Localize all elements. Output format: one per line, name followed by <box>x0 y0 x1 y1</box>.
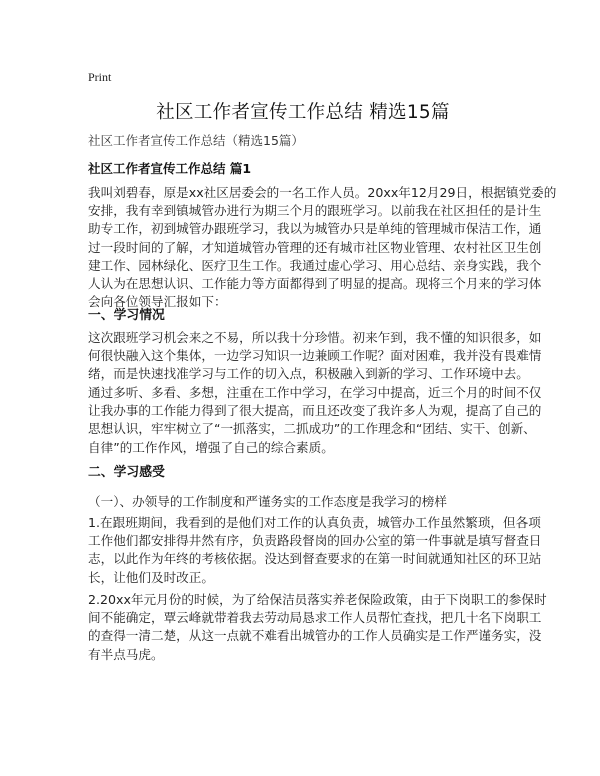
heading-learning-status: 一、学习情况 <box>88 308 165 323</box>
text-line: 长，让他们及时改正。 <box>88 569 214 585</box>
text-line: 绪，而是快速找准学习与工作的切入点，积极融入到新的学习、工作环境中去。 <box>88 366 529 382</box>
text-line: 有半点马虎。 <box>88 646 164 662</box>
intro-paragraph <box>88 184 557 311</box>
subheading-1: （一）、办领导的工作制度和严谨务实的工作态度是我学习的榜样 <box>88 494 447 509</box>
text-line: 安排，我有幸到镇城管办进行为期三个月的跟班学习。以前我在社区担任的是计生 <box>88 203 542 219</box>
paragraph-4 <box>88 591 547 664</box>
text-line: 间不能确定，覃云峰就带着我去劳动局恳求工作人员帮忙查找，把几十名下岗职工 <box>88 610 542 626</box>
text-line: 人认为在思想认识、工作能力等方面都得到了明显的提高。现将三个月来的学习体 <box>88 276 542 292</box>
text-line: 工作他们都安排得井然有序，负责路段督岗的回办公室的第一件事就是填写督查日 <box>88 533 542 549</box>
text-line: 的查得一清二楚，从这一点就不难看出城管办的工作人员确实是工作严谨务实，没 <box>88 628 542 644</box>
text-line: 建工作、园林绿化、医疗卫生工作。我通过虚心学习、用心总结、亲身实践，我个 <box>88 257 542 273</box>
section-title: 社区工作者宣传工作总结 篇1 <box>88 161 252 176</box>
text-line: 1.在跟班期间，我看到的是他们对工作的认真负责，城管办工作虽然繁琐，但各项 <box>88 515 541 530</box>
text-line: 助专工作，初到城管办跟班学习，我以为城管办只是单纯的管理城市保洁工作，通 <box>88 221 542 237</box>
text-line: 思想认识，牢牢树立了“一抓落实，二抓成功”的工作理念和“团结、实干、创新、 <box>88 421 536 437</box>
text-line: 过一段时间的了解，才知道城管办管理的还有城市社区物业管理、农村社区卫生创 <box>88 239 542 255</box>
text-line: 自律”的工作作风，增强了自己的综合素质。 <box>88 439 334 455</box>
paragraph-2 <box>88 384 542 457</box>
text-line: 志，以此作为年终的考核依据。没达到督查要求的在第一时间就通知社区的环卫站 <box>88 551 542 567</box>
text-line: 会向各位领导汇报如下： <box>88 294 227 310</box>
text-line: 让我办事的工作能力得到了很大提高，而且还改变了我许多人为观，提高了自己的 <box>88 403 542 419</box>
text-line: 2.20xx年元月份的时候，为了给保洁员落实养老保险政策，由于下岗职工的参保时 <box>88 592 547 607</box>
text-line: 这次跟班学习机会来之不易，所以我十分珍惜。初来乍到，我不懂的知识很多，如 <box>88 330 542 345</box>
heading-learning-feelings: 二、学习感受 <box>88 465 165 480</box>
print-label[interactable]: Print <box>88 70 112 84</box>
document-subtitle: 社区工作者宣传工作总结（精选15篇） <box>88 133 304 148</box>
text-line: 何很快融入这个集体，一边学习知识一边兼顾工作呢？面对困难，我并没有畏难情 <box>88 348 542 364</box>
text-line: 通过多听、多看、多想，注重在工作中学习，在学习中提高，近三个月的时间不仅 <box>88 385 542 400</box>
paragraph-1 <box>88 329 542 384</box>
text-line: 我叫刘碧春，原是xx社区居委会的一名工作人员。20xx年12月29日，根据镇党委的 <box>88 185 557 200</box>
paragraph-3 <box>88 514 542 587</box>
page-title: 社区工作者宣传工作总结 精选15篇 <box>156 102 450 123</box>
